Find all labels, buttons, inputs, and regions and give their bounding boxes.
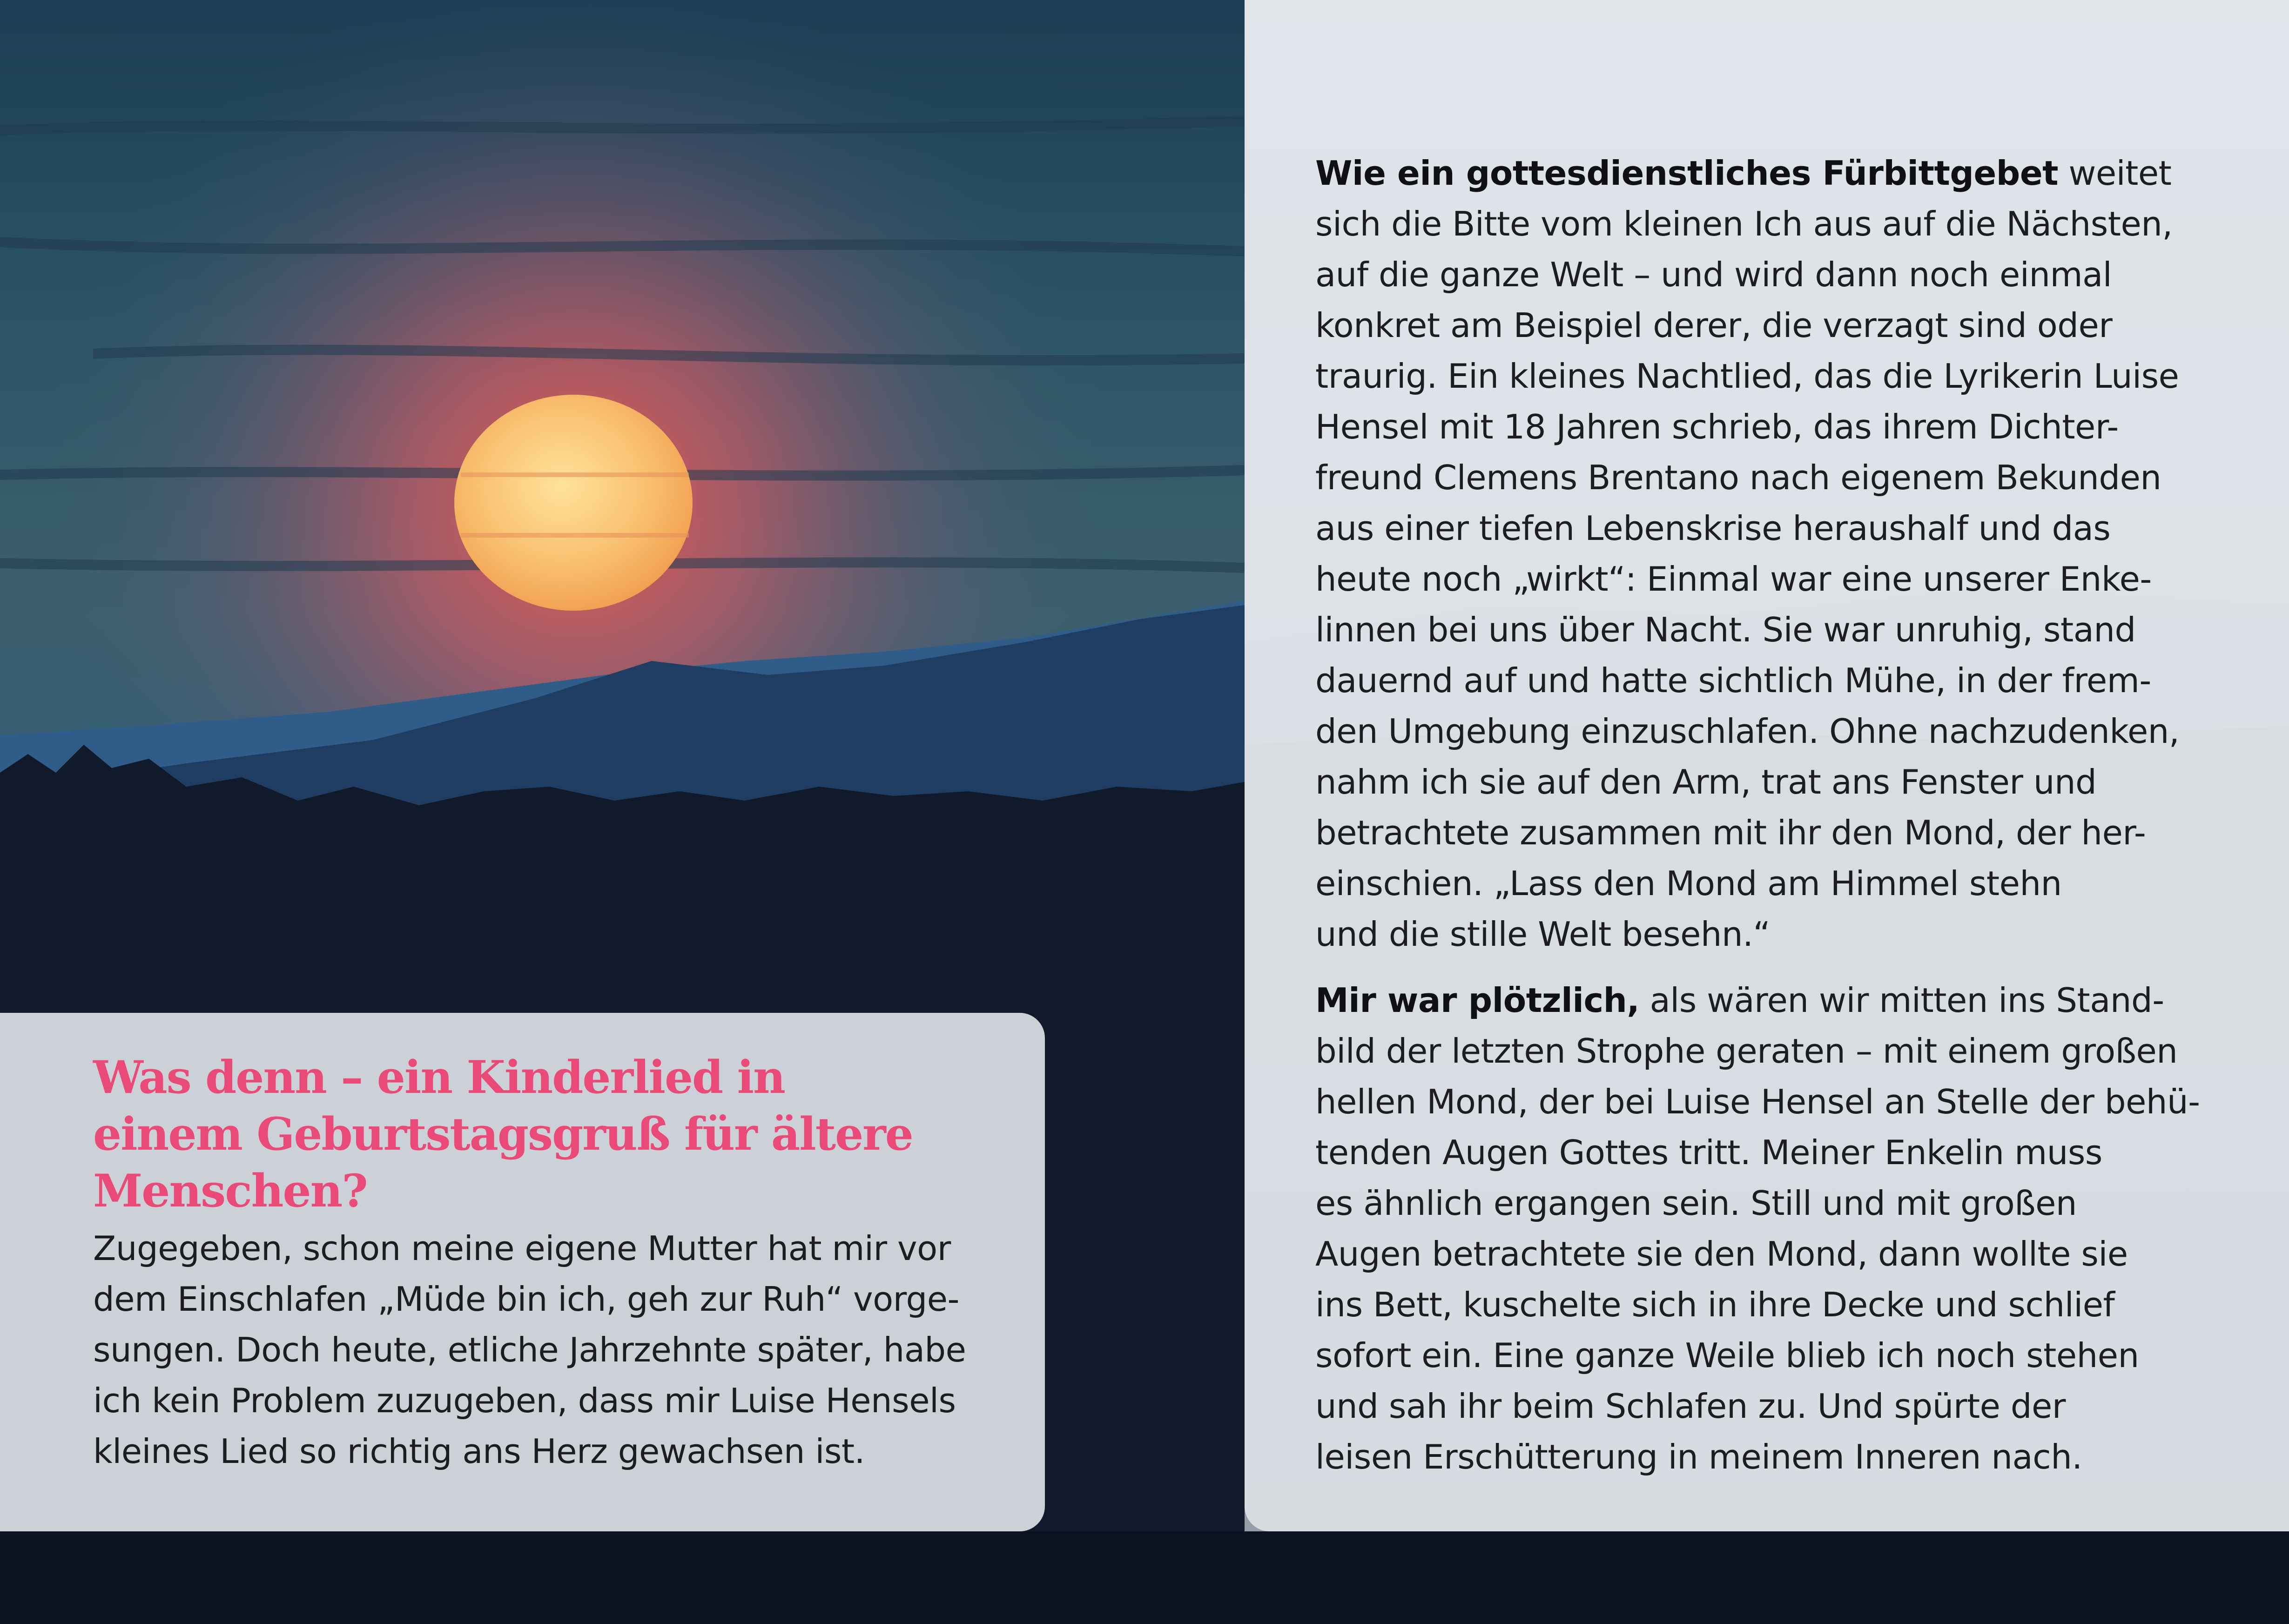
intro-text-box bbox=[0, 1013, 1045, 1531]
text-line: bild der letzten Strophe geraten – mit einem großen bbox=[1315, 1031, 2178, 1071]
text-line: sofort ein. Eine ganze Weile blieb ich noch stehen bbox=[1315, 1336, 2139, 1375]
text-line: Augen betrachtete sie den Mond, dann wollte sie bbox=[1315, 1234, 2128, 1274]
text-line: konkret am Beispiel derer, die verzagt sind oder bbox=[1315, 306, 2113, 345]
text-line: hellen Mond, der bei Luise Hensel an Stelle der behü- bbox=[1315, 1082, 2200, 1121]
section-heading bbox=[93, 1049, 1001, 1220]
text-line: auf die ganze Welt – und wird dann noch einmal bbox=[1315, 255, 2112, 294]
text-line: dauernd auf und hatte sichtlich Mühe, in der frem- bbox=[1315, 661, 2151, 700]
text-line: traurig. Ein kleines Nachtlied, das die Lyrikerin Luise bbox=[1315, 357, 2179, 396]
text-line bbox=[1315, 975, 2289, 1026]
text-line: Hensel mit 18 Jahren schrieb, das ihrem Dichter- bbox=[1315, 407, 2119, 446]
text-line: freund Clemens Brentano nach eigenem Bekunden bbox=[1315, 458, 2161, 497]
text-line: heute noch „wirkt“: Einmal war eine unserer Enke- bbox=[1315, 559, 2152, 599]
text-line: einschien. „Lass den Mond am Himmel stehn bbox=[1315, 864, 2062, 903]
text-line: sich die Bitte vom kleinen Ich aus auf die Nächsten, bbox=[1315, 204, 2173, 243]
heading-line: einem Geburtstagsgruß für ältere bbox=[93, 1108, 913, 1160]
text-line: es ähnlich ergangen sein. Still und mit großen bbox=[1315, 1184, 2077, 1223]
text-line: und die stille Welt besehn.“ bbox=[1315, 915, 1771, 954]
text-fragment: als wären wir mitten ins Stand- bbox=[1639, 981, 2164, 1020]
text-line: den Umgebung einzuschlafen. Ohne nachzudenken, bbox=[1315, 712, 2180, 751]
text-line: und sah ihr beim Schlafen zu. Und spürte der bbox=[1315, 1387, 2066, 1426]
text-line: ins Bett, kuschelte sich in ihre Decke und schlief bbox=[1315, 1285, 2115, 1324]
heading-line: Menschen? bbox=[93, 1165, 367, 1217]
text-line: aus einer tiefen Lebenskrise heraushalf und das bbox=[1315, 509, 2111, 548]
story-paragraph-1 bbox=[1315, 148, 2289, 960]
paragraph-lead-bold: Mir war plötzlich, bbox=[1315, 981, 1640, 1020]
text-line: sungen. Doch heute, etliche Jahrzehnte später, habe bbox=[93, 1330, 966, 1369]
text-line: nahm ich sie auf den Arm, trat ans Fenster und bbox=[1315, 762, 2097, 802]
heading-line: Was denn – ein Kinderlied in bbox=[93, 1051, 785, 1104]
text-line: leisen Erschütterung in meinem Inneren nach. bbox=[1315, 1437, 2082, 1476]
paragraph-lead-bold: Wie ein gottesdienstliches Fürbittgebet bbox=[1315, 154, 2059, 193]
text-line: ich kein Problem zuzugeben, dass mir Luise Hensels bbox=[93, 1381, 956, 1420]
text-line: Zugegeben, schon meine eigene Mutter hat mir vor bbox=[93, 1229, 951, 1268]
intro-paragraph bbox=[93, 1223, 1045, 1477]
text-fragment: weitet bbox=[2058, 154, 2172, 193]
text-line: dem Einschlafen „Müde bin ich, geh zur Ruh“ vorge- bbox=[93, 1280, 959, 1319]
text-line: linnen bei uns über Nacht. Sie war unruhig, stand bbox=[1315, 610, 2136, 649]
story-text-box bbox=[1245, 0, 2289, 1531]
story-paragraph-2 bbox=[1315, 975, 2289, 1482]
text-line: betrachtete zusammen mit ihr den Mond, der her- bbox=[1315, 813, 2146, 852]
text-line: kleines Lied so richtig ans Herz gewachsen ist. bbox=[93, 1432, 865, 1471]
text-line: tenden Augen Gottes tritt. Meiner Enkelin muss bbox=[1315, 1133, 2102, 1172]
moon bbox=[454, 395, 693, 611]
text-line bbox=[1315, 148, 2289, 199]
